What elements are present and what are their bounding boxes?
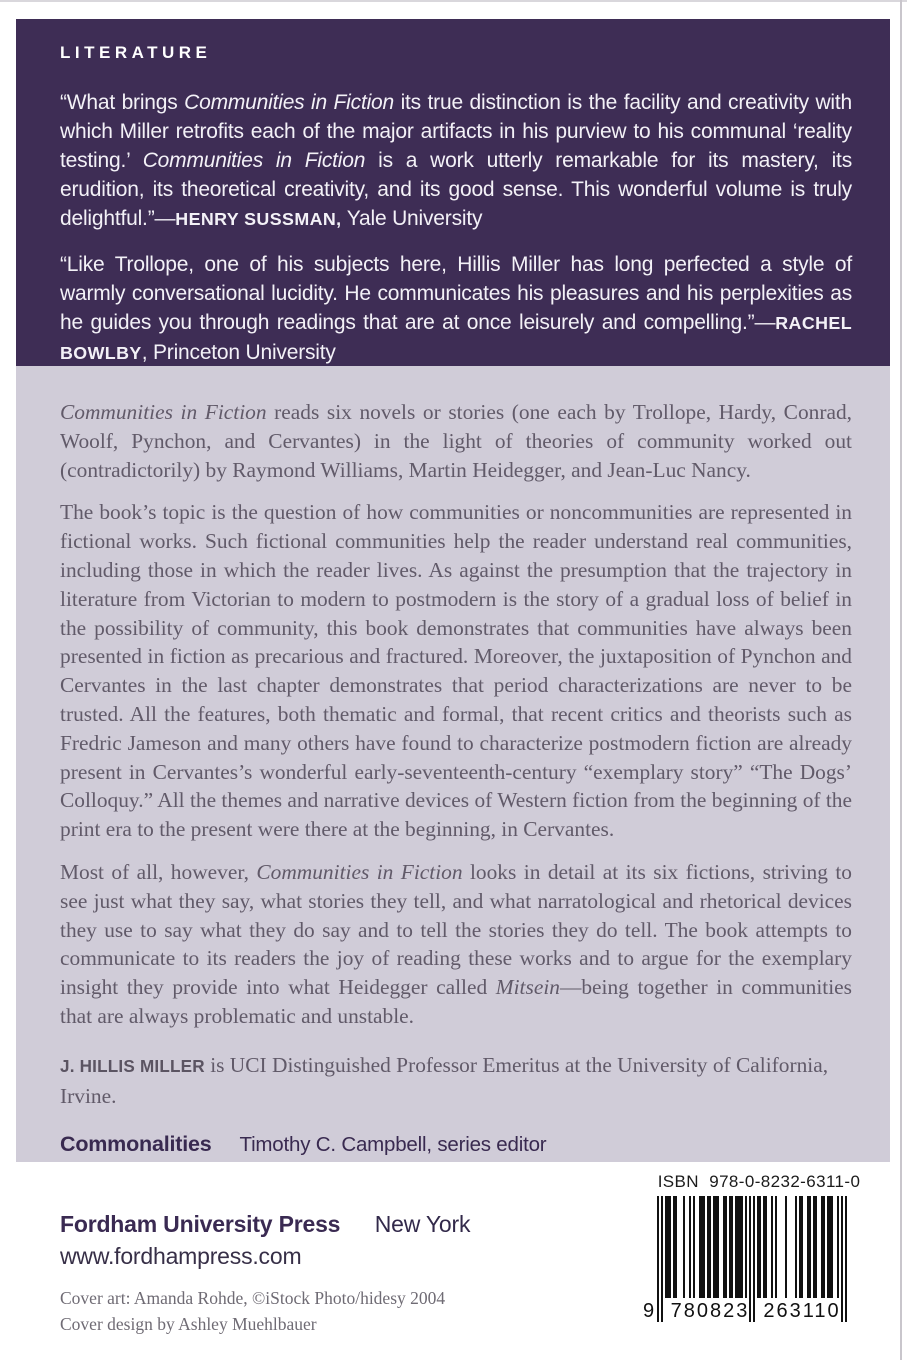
- scan-edge-top: [0, 0, 907, 2]
- synopsis-paragraph-2: The book’s topic is the question of how communities or noncommunities are represented in fictional works. Such fictional communities help the reader understand real communities, including those in which the reader lives. As against the presumption that the trajectory in literature from Victorian to modern to postmodern is the story of a gradual loss of belief in the possibility of community, this book demonstrates that communities have always been presented in fiction as precarious and fractured. Moreover, the juxtaposition of Pynchon and Cervantes in the last chapter demonstrates that period characterizations are never to be trusted. All the features, both thematic and formal, that recent critics and theorists such as Fredric Jameson and many others have found to characterize postmodern fiction are already present in Cervantes’s wonderful early-seventeenth-century “exemplary story” “The Dogs’ Colloquy.” All the themes and narrative devices of Western fiction from the beginning of the print era to the present were there at the beginning, in Cervantes.: [60, 500, 852, 842]
- publisher-city: New York: [374, 1211, 471, 1237]
- review-panel: [16, 19, 890, 366]
- series-line: [60, 1132, 852, 1157]
- category-label: LITERATURE: [60, 43, 212, 62]
- barcode-bars-wrap: [643, 1196, 861, 1346]
- publisher-name: Fordham University Press: [60, 1211, 341, 1237]
- barcode-digit-first: 9: [643, 1300, 655, 1322]
- blurb-bowlby: “Like Trollope, one of his subjects here, Hillis Miller has long perfected a style of warmly conversational lucidity. He communicates his pleasures and his perplexities as he guides you through readings that are at once leisurely and compelling.”—RACHEL BOWLBY, Princeton University: [60, 253, 852, 364]
- synopsis-paragraph-1: Communities in Fiction reads six novels or stories (one each by Trollope, Hardy, Conrad, Woolf, Pynchon, and Cervantes) in the light of theories of community worked out (contradictorily) by Raymond Williams, Martin Heidegger, and Jean-Luc Nancy.: [60, 400, 852, 482]
- author-bio-line: J. HILLIS MILLER is UCI Distinguished Professor Emeritus at the University of California, Irvine.: [60, 1052, 829, 1108]
- blurb-sussman: “What brings Communities in Fiction its true distinction is the facility and creativity with which Miller retrofits each of the major artifacts in his purview to his communal ‘reality testing.’ Communities in Fiction is a work utterly remarkable for its mastery, its erudition, its theoretical creativity, and its good sense. This wonderful volume is truly delightful.”—HENRY SUSSMAN, Yale University: [60, 91, 853, 230]
- publisher-website: www.fordhampress.com: [60, 1243, 302, 1269]
- scan-edge-right: [900, 0, 902, 1360]
- barcode-block: [643, 1172, 861, 1346]
- barcode-digits-left: 780823: [670, 1300, 750, 1322]
- synopsis-panel: [16, 366, 890, 1162]
- series-name: Commonalities: [60, 1132, 212, 1157]
- barcode-digits-right: 263110: [763, 1300, 841, 1322]
- cover-art-credit: Cover art: Amanda Rohde, ©iStock Photo/hidesy 2004: [60, 1288, 446, 1308]
- publisher-row: [60, 1211, 470, 1238]
- synopsis-paragraph-3: Most of all, however, Communities in Fiction looks in detail at its six fictions, striving to see just what they say, what stories they tell, and what narratological and rhetorical devices they use to say what they do say and to tell the stories they do tell. The book attempts to communicate to its readers the joy of reading these works and to argue for the exemplary insight they provide into what Heidegger called Mitsein—being together in communities that are always problematic and unstable.: [60, 859, 852, 1028]
- series-editor: Timothy C. Campbell, series editor: [239, 1133, 547, 1157]
- cover-design-credit: Cover design by Ashley Muehlbauer: [60, 1314, 317, 1334]
- isbn-label: ISBN 978-0-8232-6311-0: [657, 1172, 861, 1191]
